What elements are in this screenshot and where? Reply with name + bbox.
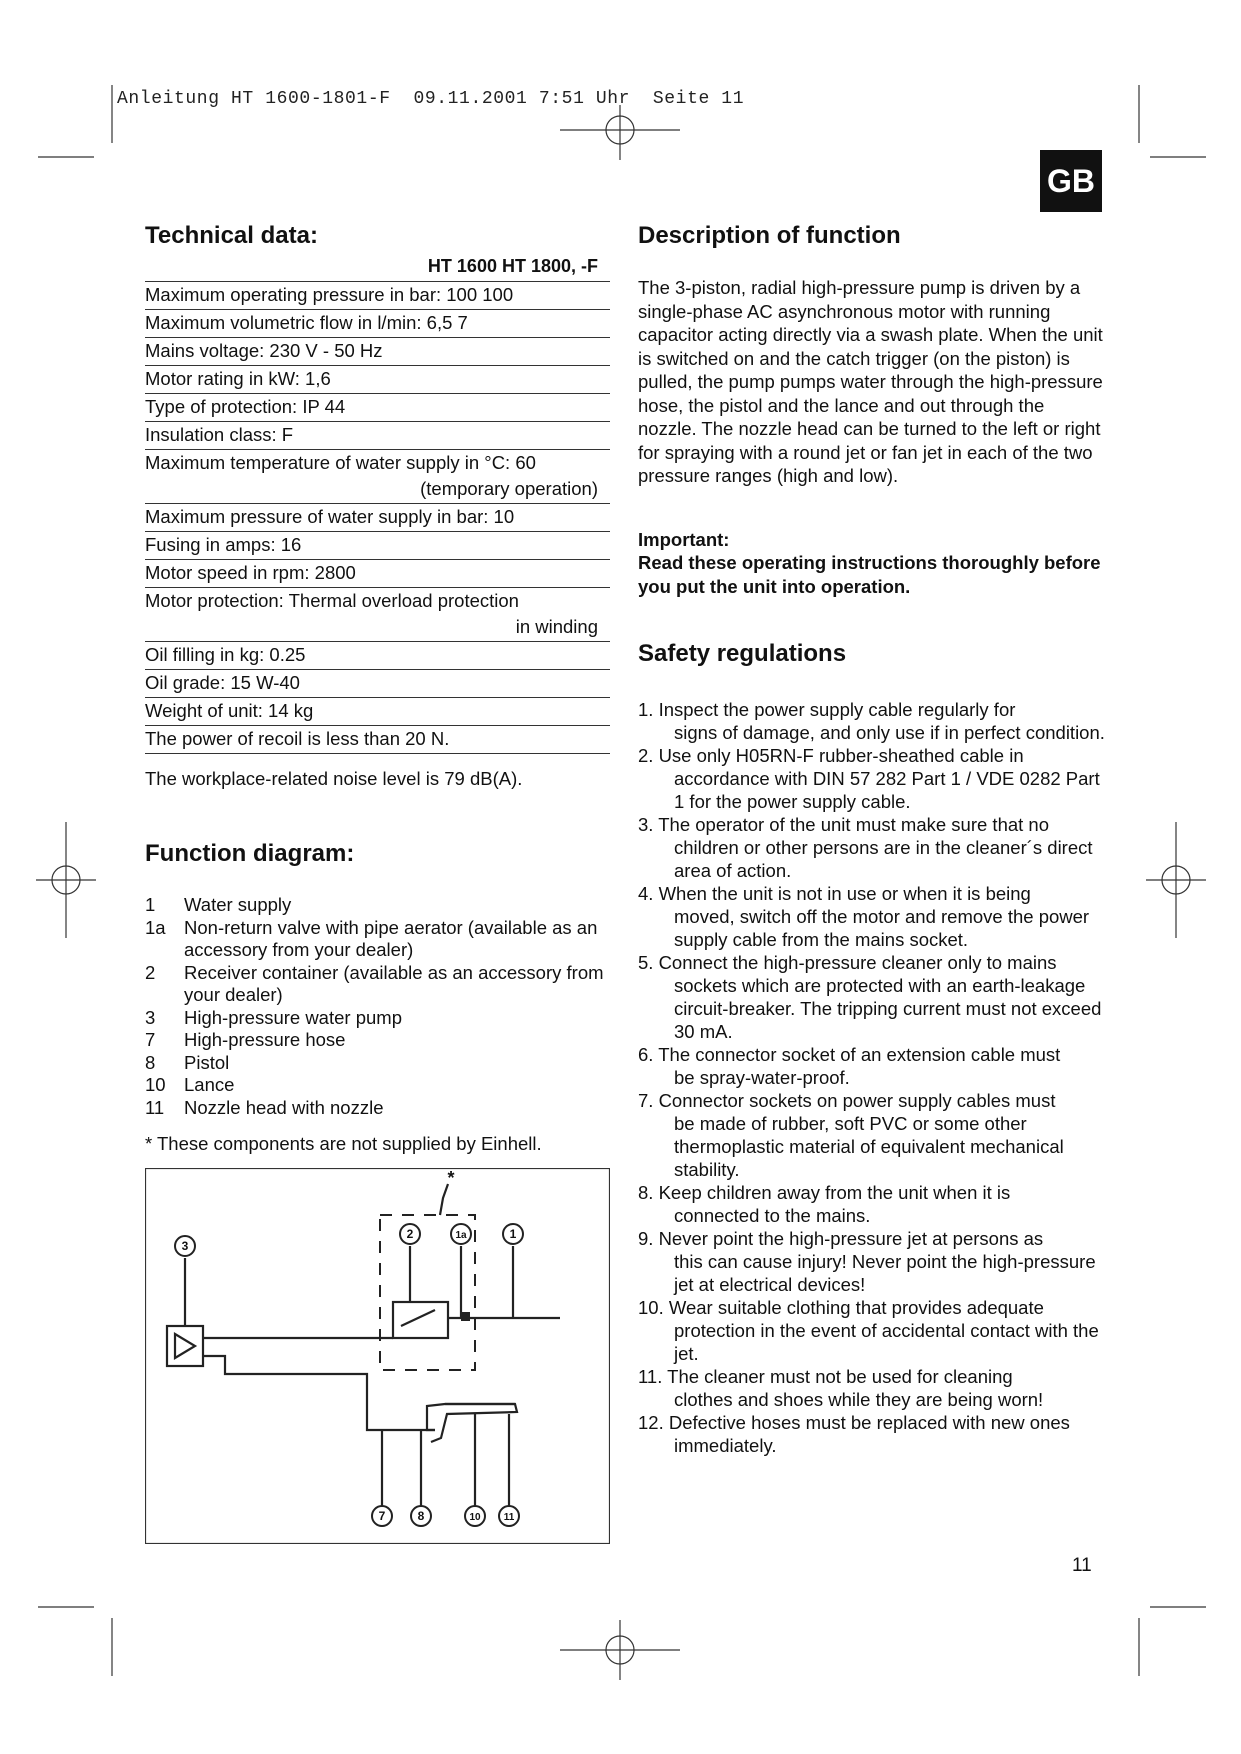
spec-row (145, 698, 610, 726)
safety-item (638, 698, 1108, 744)
diagram-label-1a: 1a (455, 1230, 467, 1241)
page-number: 11 (1072, 1555, 1092, 1576)
legend-item (145, 894, 610, 917)
legend-text: High-pressure hose (184, 1029, 346, 1050)
important-notice (638, 528, 1108, 599)
components-note: * These components are not supplied by Einhell. (145, 1133, 542, 1154)
safety-item-continuation: be made of rubber, soft PVC or some other thermoplastic material of equivalent mechanical stability. (674, 1113, 1064, 1180)
safety-item-first-line: 6. The connector socket of an extension cable must (638, 1044, 1061, 1065)
spec-row (145, 282, 610, 310)
spec-row (145, 310, 610, 338)
spec-row (145, 338, 610, 366)
safety-item-continuation: accordance with DIN 57 282 Part 1 / VDE 0282 Part 1 for the power supply cable. (674, 768, 1100, 812)
legend-text: High-pressure water pump (184, 1006, 402, 1028)
safety-item (638, 813, 1108, 882)
legend-number: 1 (145, 894, 156, 915)
diagram-label-2: 2 (406, 1227, 414, 1241)
safety-item (638, 1043, 1108, 1089)
safety-item (638, 1365, 1108, 1411)
model-header: HT 1600 HT 1800, -F (427, 256, 598, 276)
safety-item-first-line: 7. Connector sockets on power supply cables must (638, 1090, 1056, 1111)
safety-item (638, 1181, 1108, 1227)
legend-item (145, 1007, 610, 1030)
safety-item-continuation: connected to the mains. (674, 1205, 871, 1226)
spec-row (145, 450, 610, 504)
safety-item-first-line: 11. The cleaner must not be used for cleaning (638, 1366, 1013, 1387)
legend-item (145, 1029, 610, 1052)
safety-item-continuation: sockets which are protected with an earth-leakage circuit-breaker. The tripping current must not exceed 30 mA. (674, 975, 1102, 1042)
function-diagram-title: Function diagram: (145, 840, 355, 867)
safety-title: Safety regulations (638, 640, 847, 667)
spec-continuation: (temporary operation) (420, 478, 598, 499)
safety-item (638, 882, 1108, 951)
spec-text: Maximum operating pressure in bar: 100 100 (145, 284, 514, 305)
legend-text: Receiver container (available as an accessory from your dealer) (184, 961, 604, 1005)
spec-row (145, 588, 610, 642)
safety-list (638, 698, 1108, 1457)
legend-item (145, 1097, 610, 1120)
legend-number: 10 (145, 1074, 166, 1095)
spec-text: Oil filling in kg: 0.25 (145, 644, 306, 665)
function-diagram (145, 1168, 610, 1544)
spec-text: Oil grade: 15 W-40 (145, 672, 300, 693)
legend-number: 7 (145, 1029, 156, 1050)
technical-data-table (145, 281, 610, 754)
spec-row (145, 560, 610, 588)
spec-text: Maximum temperature of water supply in °C: 60 (145, 452, 536, 473)
spec-row (145, 670, 610, 698)
legend-item (145, 1074, 610, 1097)
description-title: Description of function (638, 222, 901, 249)
spec-text: Weight of unit: 14 kg (145, 700, 314, 721)
safety-item (638, 744, 1108, 813)
spec-text: Type of protection: IP 44 (145, 396, 346, 417)
spec-text: Maximum volumetric flow in l/min: 6,5 7 (145, 312, 468, 333)
language-badge: GB (1040, 150, 1102, 212)
safety-item-continuation: this can cause injury! Never point the high-pressure jet at electrical devices! (674, 1251, 1096, 1295)
legend-item (145, 1052, 610, 1075)
safety-item (638, 1089, 1108, 1181)
description-text: The 3-piston, radial high-pressure pump is driven by a single-phase AC asynchronous motor with running capacitor acting directly via a swash plate. When the unit is switched on and the catch trigger (on the piston) is pulled, the pump pumps water through the high-pressure hose, the pistol and the lance and out through the nozzle. The nozzle head can be turned to the left or right for spraying with a round jet or fan jet in each of the two pressure ranges (high and low). (638, 277, 1103, 486)
spec-text: Maximum pressure of water supply in bar: 10 (145, 506, 515, 527)
safety-item-first-line: 3. The operator of the unit must make sure that no (638, 814, 1050, 835)
spec-text: Motor speed in rpm: 2800 (145, 562, 356, 583)
spec-text: Mains voltage: 230 V - 50 Hz (145, 340, 383, 361)
diagram-label-8: 8 (417, 1509, 425, 1523)
safety-item (638, 951, 1108, 1043)
spec-text: The power of recoil is less than 20 N. (145, 728, 450, 749)
important-label: Important: (638, 528, 730, 550)
safety-item-first-line: 4. When the unit is not in use or when it is being (638, 883, 1031, 904)
safety-item-first-line: 1. Inspect the power supply cable regularly for (638, 699, 1016, 720)
spec-continuation: in winding (515, 616, 598, 637)
right-column (638, 222, 1108, 1457)
legend-number: 8 (145, 1051, 156, 1073)
legend-text: Pistol (184, 1051, 230, 1073)
important-text: Read these operating instructions thoroughly before you put the unit into operation. (638, 552, 1101, 597)
safety-item-continuation: children or other persons are in the cleaner´s direct area of action. (674, 837, 1093, 881)
safety-item-first-line: 9. Never point the high-pressure jet at persons as (638, 1228, 1044, 1249)
legend-item (145, 962, 610, 1007)
spec-row (145, 366, 610, 394)
safety-item-continuation: clothes and shoes while they are being worn! (674, 1389, 1044, 1410)
noise-level-text: The workplace-related noise level is 79 dB(A). (145, 768, 523, 789)
safety-item (638, 1411, 1108, 1457)
left-column (145, 222, 610, 1155)
technical-data-title: Technical data: (145, 222, 318, 249)
diagram-label-10: 10 (469, 1512, 481, 1523)
safety-item-first-line: 2. Use only H05RN-F rubber-sheathed cable in (638, 745, 1024, 766)
safety-item-first-line: 12. Defective hoses must be replaced with new ones (638, 1412, 1070, 1433)
safety-item-first-line: 5. Connect the high-pressure cleaner only to mains (638, 952, 1057, 973)
legend-item (145, 917, 610, 962)
legend-number: 2 (145, 961, 156, 983)
diagram-label-star: * (447, 1168, 455, 1188)
safety-item-first-line: 8. Keep children away from the unit when it is (638, 1182, 1011, 1203)
spec-text: Motor rating in kW: 1,6 (145, 368, 331, 389)
safety-item-continuation: protection in the event of accidental contact with the jet. (674, 1320, 1099, 1364)
spec-row (145, 394, 610, 422)
safety-item-first-line: 10. Wear suitable clothing that provides adequate (638, 1297, 1044, 1318)
spec-row (145, 422, 610, 450)
spec-text: Insulation class: F (145, 424, 294, 445)
safety-item (638, 1296, 1108, 1365)
spec-text: Fusing in amps: 16 (145, 534, 302, 555)
safety-item (638, 1227, 1108, 1296)
legend-number: 1a (145, 916, 166, 938)
spec-row (145, 726, 610, 754)
diagram-label-11: 11 (503, 1512, 515, 1523)
diagram-label-1: 1 (509, 1227, 517, 1241)
safety-item-continuation: be spray-water-proof. (674, 1067, 850, 1088)
legend-number: 3 (145, 1006, 156, 1028)
legend-text: Lance (184, 1074, 235, 1095)
spec-row (145, 642, 610, 670)
diagram-label-3: 3 (181, 1239, 189, 1253)
safety-item-continuation: signs of damage, and only use if in perfect condition. (674, 722, 1105, 743)
print-header: Anleitung HT 1600-1801-F 09.11.2001 7:51 Uhr Seite 11 (117, 89, 745, 109)
legend-text: Nozzle head with nozzle (184, 1096, 384, 1118)
spec-row (145, 532, 610, 560)
function-diagram-legend (145, 894, 610, 1119)
safety-item-continuation: immediately. (674, 1435, 777, 1456)
safety-item-continuation: moved, switch off the motor and remove the power supply cable from the mains socket. (674, 906, 1090, 950)
legend-text: Water supply (184, 894, 292, 915)
diagram-label-7: 7 (378, 1509, 386, 1523)
spec-text: Motor protection: Thermal overload protection (145, 590, 519, 611)
legend-number: 11 (145, 1096, 165, 1118)
spec-row (145, 504, 610, 532)
legend-text: Non-return valve with pipe aerator (available as an accessory from your dealer) (184, 916, 598, 960)
